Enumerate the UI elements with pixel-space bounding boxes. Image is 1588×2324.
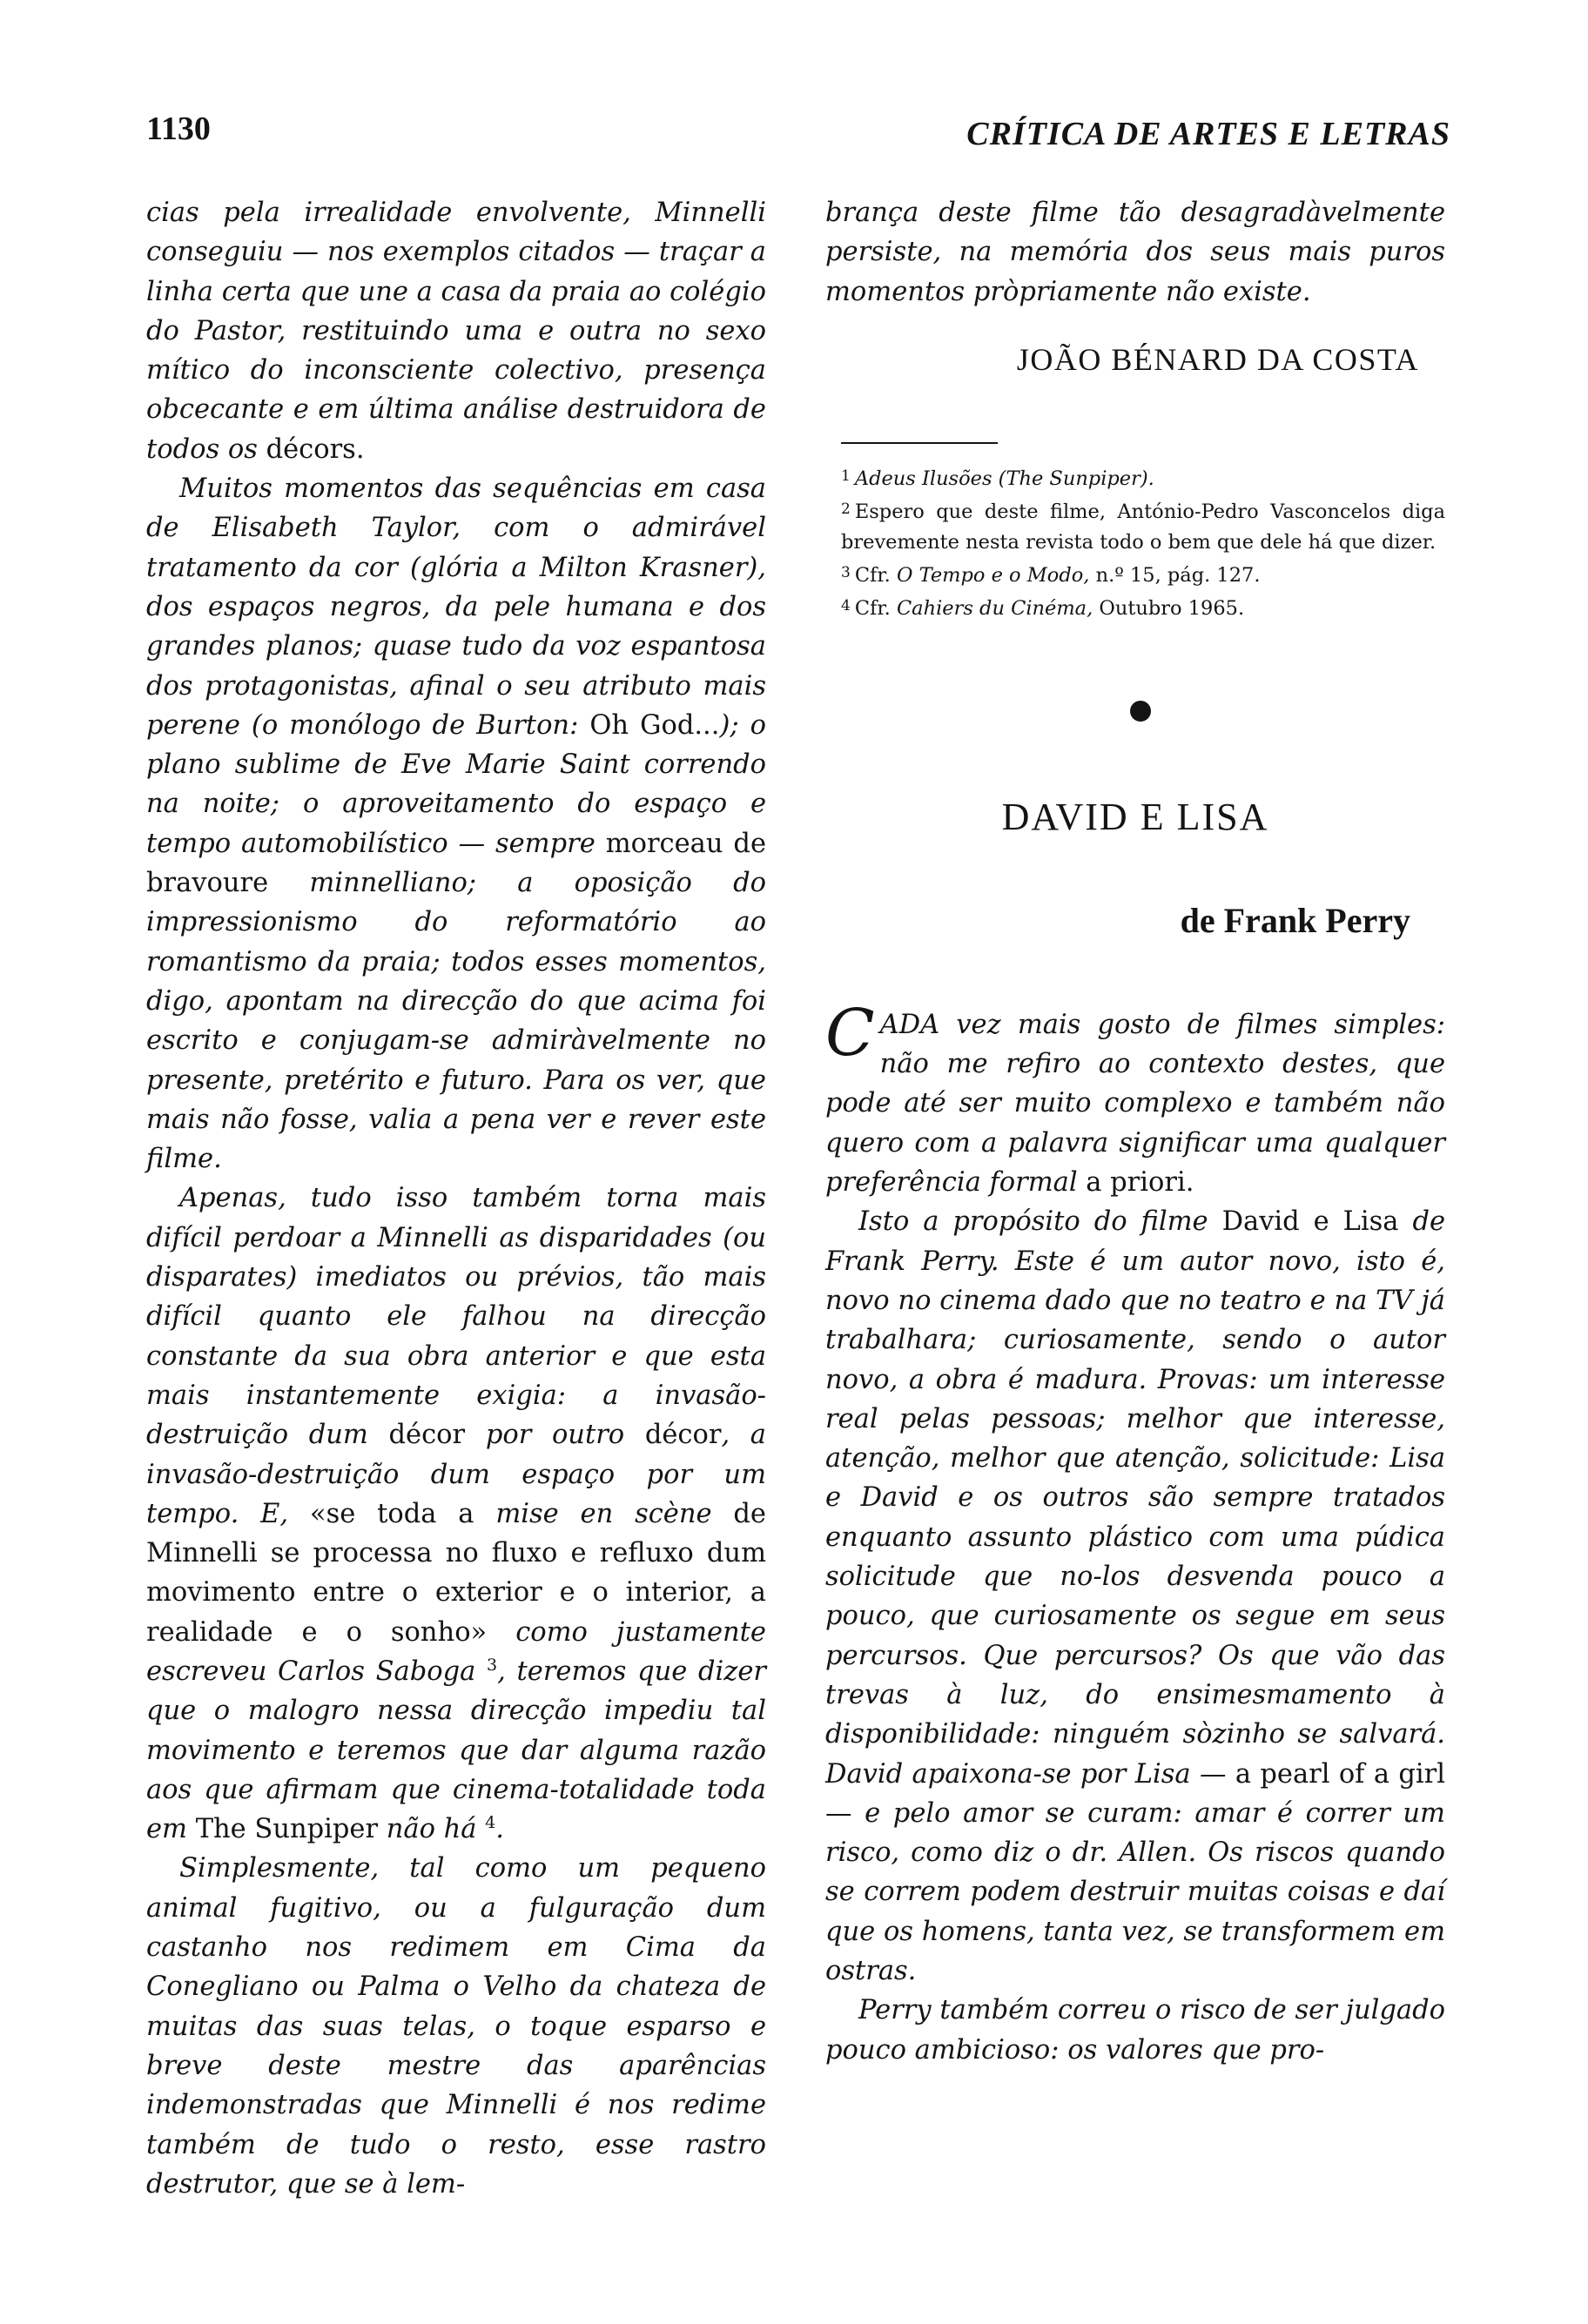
paragraph-3-text-f: não há bbox=[386, 1814, 477, 1845]
quote-text: de Minnelli se processa no fluxo e refluxo dum movimento entre o exterior e o interior, a realidade e o sonho» bbox=[146, 1498, 766, 1648]
quote-text: «se toda a bbox=[309, 1498, 474, 1529]
article-paragraph-1-text: vez mais gosto de filmes simples: não me refiro ao contexto destes, que pode até ser muito complexo e também não quero com a palavra significar uma qualquer preferência formal bbox=[825, 1009, 1446, 1199]
paragraph-2-text-c: minnelliano; a oposição do impressionismo do reformatório ao romantismo da praia; todos esses momentos, digo, apontam na direcção do que acima foi escrito e conjugam-se admiràvelmente no presente, pretérito e futuro. Para os ver, que mais não fosse, valia a pena ver e rever este filme. bbox=[146, 868, 766, 1175]
paragraph-1-text: cias pela irrealidade envolvente, Minnelli conseguiu — nos exemplos citados — traçar a linha certa que une a casa da praia ao colégio do Pastor, restituindo uma e outra no sexo mítico do inconsciente colectivo, presença obcecante e em última análise destruidora de todos os bbox=[146, 198, 766, 465]
film-title: The Sunpiper bbox=[195, 1814, 379, 1845]
lead-caps: ADA bbox=[879, 1009, 940, 1040]
paragraph-3-text-b: por outro bbox=[485, 1420, 625, 1451]
paragraph-4: Simplesmente, tal como um pequeno animal fugitivo, ou a fulguração dum castanho nos redimem em Cima da Conegliano ou Palma o Velho da chateza de muitas das suas telas, o toque esparso e breve deste mestre das aparências indemonstradas que Minnelli é nos redime também de tudo o resto, esse rastro destrutor, que se à lem- bbox=[146, 1853, 766, 2200]
paragraph-3-end: . bbox=[495, 1814, 504, 1845]
article-paragraph-1 bbox=[825, 995, 1446, 1202]
paragraph-1 bbox=[146, 193, 766, 469]
footnote-number: 2 bbox=[841, 500, 851, 518]
article-title: DAVID E LISA bbox=[1001, 795, 1269, 838]
footnote-2 bbox=[825, 494, 1445, 558]
footnote-number: 3 bbox=[841, 563, 851, 581]
paragraph-2-text-b: ); o plano sublime de Eve Marie Saint correndo na noite; o aproveitamento do espaço e tempo automobilístico — sempre bbox=[146, 709, 767, 859]
article-body bbox=[825, 995, 1446, 2070]
footnote-number: 4 bbox=[841, 596, 851, 615]
footnote-4 bbox=[825, 591, 1445, 624]
footnote-1 bbox=[825, 461, 1445, 494]
paragraph-2-text-a: Muitos momentos das sequências em casa de Elisabeth Taylor, com o admirável tratamento da cor (glória a Milton Krasner), dos espaços negros, da pele humana e dos grandes planos; quase tudo da voz espantosa dos protagonistas, afinal o seu atributo mais perene (o monólogo de Burton: bbox=[146, 474, 766, 741]
page-number: 1130 bbox=[146, 111, 211, 147]
article-byline: de Frank Perry bbox=[1180, 900, 1410, 940]
morceau-phrase: morceau de bravoure bbox=[146, 828, 766, 899]
footnote-divider bbox=[841, 442, 998, 444]
film-title: David e Lisa bbox=[1221, 1206, 1399, 1238]
footnote-source-title: O Tempo e o Modo, bbox=[896, 563, 1090, 587]
mise-en-scene: mise en scène bbox=[495, 1498, 712, 1529]
decor-word: décor bbox=[644, 1420, 722, 1451]
running-title: CRÍTICA DE ARTES E LETRAS bbox=[966, 116, 1450, 152]
footnote-ref-3: 3 bbox=[487, 1655, 498, 1675]
author-signature: JOÃO BÉNARD DA COSTA bbox=[1016, 341, 1419, 377]
footnote-text: Outubro 1965. bbox=[1099, 596, 1245, 620]
article-paragraph-2-text-c: e pelo amor se curam: amar é correr um risco, como diz o dr. Allen. Os riscos quando se correm podem destruir muitas coisas e daí que os homens, tanta vez, se transformem em ostras. bbox=[825, 1797, 1445, 1987]
footnote-3 bbox=[825, 558, 1445, 591]
oh-god-quote: Oh God... bbox=[589, 709, 720, 741]
footnote-text: n.º 15, pág. 127. bbox=[1095, 563, 1261, 587]
drop-cap: C bbox=[825, 995, 875, 1071]
paragraph-3-text-c: , a invasão-destruição dum espaço por um tempo. E, bbox=[146, 1420, 766, 1529]
right-column bbox=[825, 193, 1445, 2070]
paragraph-2 bbox=[146, 469, 766, 1179]
article-paragraph-2-text-a: Isto a propósito do filme bbox=[858, 1206, 1208, 1238]
paragraph-3 bbox=[146, 1179, 766, 1849]
article-paragraph-3: Perry também correu o risco de ser julgado pouco ambicioso: os valores que pro- bbox=[825, 1995, 1445, 2065]
article-paragraph-2-text-b: de Frank Perry. Este é um autor novo, isto é, novo no cinema dado que no teatro e na TV já trabalhara; curiosamente, sendo o autor novo, a obra é madura. Provas: um interesse real pelas pessoas; melhor que interesse, atenção, melhor que atenção, solicitude: Lisa e David e os outros são sempre tratados enquanto assunto plástico com uma púdica solicitude que no-los desvenda pouco a pouco, que curiosamente os segue em seus percursos. Que percursos? Os que vão das trevas à luz, do ensimesmamento à disponibilidade: ninguém sòzinho se salvará. David apaixona-se por Lisa — bbox=[825, 1206, 1446, 1790]
footnote-text: Adeus Ilusões (The Sunpiper). bbox=[854, 467, 1154, 490]
decors-word: décors. bbox=[266, 433, 365, 465]
decor-word: décor bbox=[388, 1420, 466, 1451]
footnote-ref-4: 4 bbox=[485, 1813, 496, 1833]
a-priori-phrase: a priori. bbox=[1086, 1167, 1194, 1199]
footnote-text: Cfr. bbox=[854, 596, 891, 620]
footnote-text: Espero que deste filme, António-Pedro Vasconcelos diga brevemente nesta revista todo o bem que dele há que dizer. bbox=[841, 500, 1445, 554]
footnote-number: 1 bbox=[841, 467, 851, 485]
paragraph-3-text-d: como justamente escreveu Carlos Saboga bbox=[146, 1616, 766, 1687]
article-paragraph-2 bbox=[825, 1202, 1445, 1991]
continuation-paragraph: brança deste filme tão desagradàvelmente persiste, na memória dos seus mais puros momentos pròpriamente não existe. bbox=[825, 198, 1445, 307]
section-bullet-icon bbox=[1130, 701, 1151, 722]
left-column bbox=[146, 193, 766, 2204]
pearl-quote: a pearl of a girl — bbox=[825, 1758, 1445, 1829]
footnote-text: Cfr. bbox=[854, 563, 891, 587]
paragraph-3-text-a: Apenas, tudo isso também torna mais difícil perdoar a Minnelli as disparidades (ou disparates) imediatos ou prévios, tão mais difícil quanto ele falhou na direcção constante da sua obra anterior e que esta mais instantemente exigia: a invasão-destruição dum bbox=[146, 1183, 766, 1451]
paragraph-3-text-e: , teremos que dizer que o malogro nessa direcção impediu tal movimento e teremos que dar alguma razão aos que afirmam que cinema-totalidade toda em bbox=[146, 1656, 766, 1845]
footnote-source-title: Cahiers du Cinéma, bbox=[896, 596, 1093, 620]
